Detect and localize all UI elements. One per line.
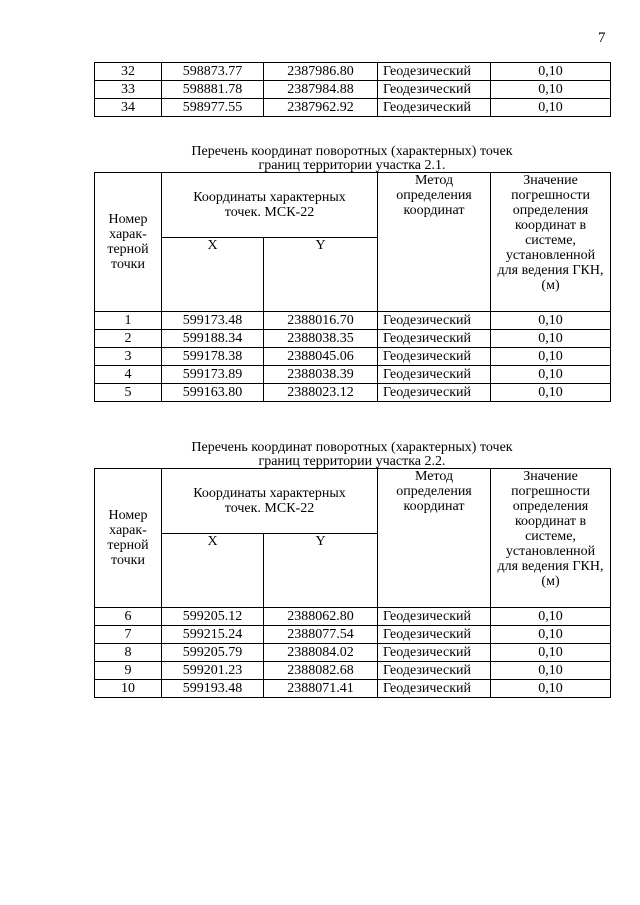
cell-method: Геодезический <box>378 366 491 384</box>
section2-caption-line2: границ территории участка 2.2. <box>258 454 446 469</box>
table-row <box>95 330 611 348</box>
cell-coord-y: 2388062.80 <box>264 608 378 626</box>
cell-accuracy: 0,10 <box>491 680 611 698</box>
cell-coord-y: 2388084.02 <box>264 644 378 662</box>
cell-method: Геодезический <box>378 63 491 81</box>
cell-coord-x: 598977.55 <box>162 99 264 117</box>
section2-coordinates-table <box>94 468 611 698</box>
table-row <box>95 366 611 384</box>
cell-coord-x: 599188.34 <box>162 330 264 348</box>
header-y: Y <box>264 534 378 608</box>
table-row <box>95 384 611 402</box>
header-accuracy: Значение погрешности определения координат в системе, установленной для ведения ГКН, (м) <box>491 173 611 312</box>
cell-point-number: 34 <box>95 99 162 117</box>
cell-method: Геодезический <box>378 680 491 698</box>
cell-accuracy: 0,10 <box>491 312 611 330</box>
cell-accuracy: 0,10 <box>491 644 611 662</box>
section1-caption <box>94 145 610 173</box>
header-method: Метод определения координат <box>378 173 491 312</box>
cell-point-number: 8 <box>95 644 162 662</box>
header-y: Y <box>264 238 378 312</box>
cell-method: Геодезический <box>378 81 491 99</box>
header-coords: Координаты характерных точек. МСК-22 <box>162 173 378 238</box>
cell-method: Геодезический <box>378 608 491 626</box>
cell-method: Геодезический <box>378 644 491 662</box>
cell-accuracy: 0,10 <box>491 330 611 348</box>
table-row <box>95 81 611 99</box>
cell-coord-x: 599205.12 <box>162 608 264 626</box>
cell-coord-x: 599193.48 <box>162 680 264 698</box>
cell-point-number: 1 <box>95 312 162 330</box>
cell-coord-y: 2387984.88 <box>264 81 378 99</box>
cell-coord-y: 2388082.68 <box>264 662 378 680</box>
cell-accuracy: 0,10 <box>491 81 611 99</box>
cell-method: Геодезический <box>378 99 491 117</box>
section2-caption <box>94 441 610 469</box>
cell-point-number: 7 <box>95 626 162 644</box>
table-row <box>95 348 611 366</box>
table-row <box>95 662 611 680</box>
cell-method: Геодезический <box>378 384 491 402</box>
cell-method: Геодезический <box>378 312 491 330</box>
section2-caption-line1: Перечень координат поворотных (характерных) точек <box>191 440 513 455</box>
cell-accuracy: 0,10 <box>491 626 611 644</box>
cell-coord-x: 599163.80 <box>162 384 264 402</box>
header-x: X <box>162 534 264 608</box>
cell-coord-y: 2388023.12 <box>264 384 378 402</box>
table-row <box>95 644 611 662</box>
cell-coord-y: 2387986.80 <box>264 63 378 81</box>
cell-point-number: 32 <box>95 63 162 81</box>
cell-accuracy: 0,10 <box>491 99 611 117</box>
cell-coord-x: 599215.24 <box>162 626 264 644</box>
header-coords: Координаты характерных точек. МСК-22 <box>162 469 378 534</box>
cell-accuracy: 0,10 <box>491 366 611 384</box>
cell-coord-x: 598881.78 <box>162 81 264 99</box>
cell-point-number: 2 <box>95 330 162 348</box>
cell-accuracy: 0,10 <box>491 63 611 81</box>
header-number: Номер харак-терной точки <box>95 469 162 608</box>
cell-coord-y: 2388038.39 <box>264 366 378 384</box>
cell-accuracy: 0,10 <box>491 348 611 366</box>
cell-method: Геодезический <box>378 330 491 348</box>
cell-coord-y: 2388045.06 <box>264 348 378 366</box>
table-row <box>95 312 611 330</box>
cell-coord-x: 599173.48 <box>162 312 264 330</box>
cell-coord-y: 2388077.54 <box>264 626 378 644</box>
cell-point-number: 4 <box>95 366 162 384</box>
page-number: 7 <box>598 30 606 46</box>
cell-point-number: 10 <box>95 680 162 698</box>
cell-method: Геодезический <box>378 626 491 644</box>
cell-coord-y: 2387962.92 <box>264 99 378 117</box>
cell-accuracy: 0,10 <box>491 384 611 402</box>
section1-caption-line1: Перечень координат поворотных (характерных) точек <box>191 144 513 159</box>
table-row <box>95 99 611 117</box>
cell-coord-x: 599178.38 <box>162 348 264 366</box>
cell-point-number: 6 <box>95 608 162 626</box>
cell-point-number: 5 <box>95 384 162 402</box>
section1-caption-line2: границ территории участка 2.1. <box>258 158 446 173</box>
header-method: Метод определения координат <box>378 469 491 608</box>
table-row <box>95 608 611 626</box>
cell-coord-x: 599205.79 <box>162 644 264 662</box>
cell-method: Геодезический <box>378 662 491 680</box>
cell-coord-x: 598873.77 <box>162 63 264 81</box>
cell-point-number: 9 <box>95 662 162 680</box>
header-number: Номер харак-терной точки <box>95 173 162 312</box>
cell-accuracy: 0,10 <box>491 662 611 680</box>
table-row <box>95 626 611 644</box>
cell-coord-y: 2388038.35 <box>264 330 378 348</box>
cell-point-number: 33 <box>95 81 162 99</box>
cell-method: Геодезический <box>378 348 491 366</box>
cell-accuracy: 0,10 <box>491 608 611 626</box>
header-accuracy: Значение погрешности определения координат в системе, установленной для ведения ГКН, (м) <box>491 469 611 608</box>
cell-coord-x: 599201.23 <box>162 662 264 680</box>
cell-point-number: 3 <box>95 348 162 366</box>
section1-coordinates-table <box>94 172 611 402</box>
cell-coord-y: 2388016.70 <box>264 312 378 330</box>
cell-coord-y: 2388071.41 <box>264 680 378 698</box>
header-x: X <box>162 238 264 312</box>
table-row <box>95 680 611 698</box>
cell-coord-x: 599173.89 <box>162 366 264 384</box>
table-row <box>95 63 611 81</box>
top-coordinates-table <box>94 62 611 117</box>
